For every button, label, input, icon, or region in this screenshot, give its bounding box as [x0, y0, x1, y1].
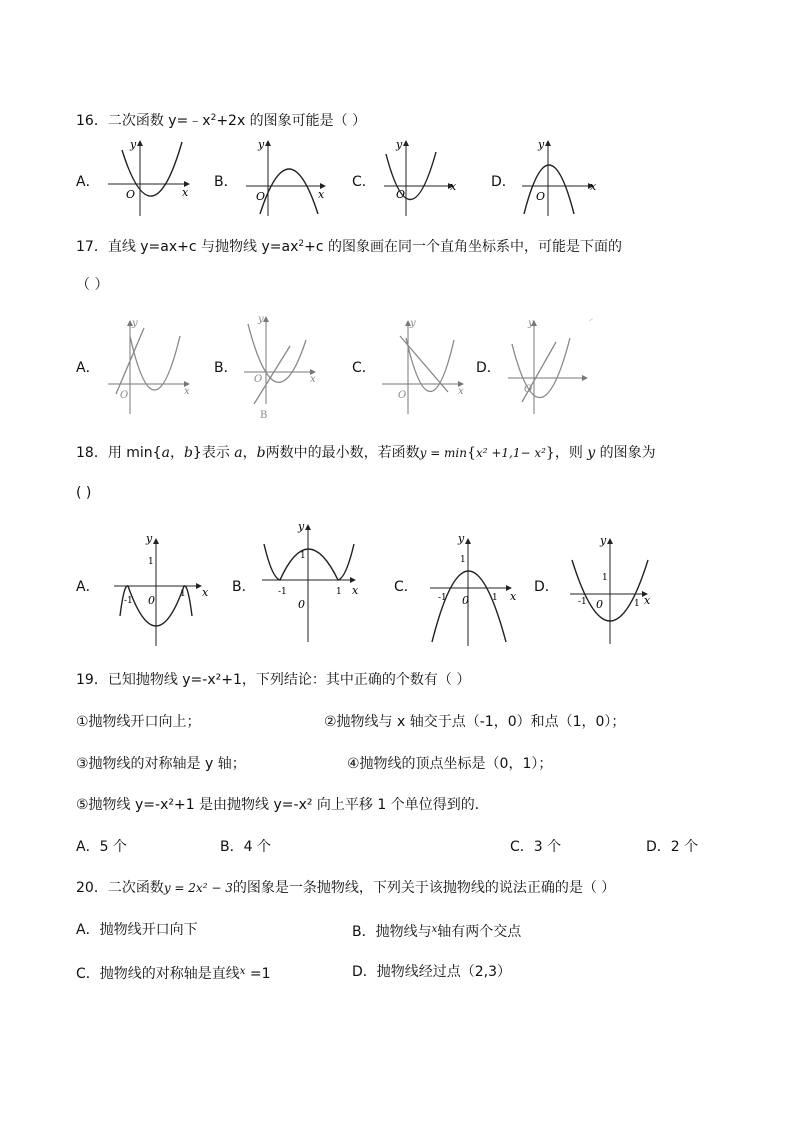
q17-a-y-label: y	[132, 318, 138, 329]
q16-option-b-label: B．	[214, 174, 238, 190]
q18-var-b: b	[183, 445, 193, 461]
q16-b-x-label: x	[318, 188, 325, 201]
q16-stem	[76, 108, 366, 131]
q17-stem-line1	[76, 234, 622, 257]
q16-a-y-label: y	[130, 138, 137, 151]
q18-graph-d	[566, 532, 662, 646]
q18-b-origin: 0	[298, 598, 305, 611]
q18-d-x-label: x	[644, 594, 651, 607]
q16-option-c-label: C．	[352, 174, 376, 190]
q18-graph-b	[258, 518, 364, 644]
q18-option-b-label: B．	[232, 579, 256, 595]
q18-a-x-label: x	[202, 586, 209, 599]
q18-a-y-label: y	[146, 532, 153, 545]
q18-option-a-label: A．	[76, 579, 100, 595]
q16-a-origin: O	[126, 188, 136, 201]
q16-stem-text: 16．二次函数 y=﹣x	[76, 113, 211, 129]
q17-exponent: 2	[298, 239, 305, 249]
q16-b-origin: O	[256, 190, 266, 203]
q17-graph-c	[378, 314, 472, 418]
q17-a-x-label: x	[184, 386, 190, 397]
svg-text:1: 1	[180, 589, 186, 599]
q17-c-x-label: x	[458, 386, 464, 397]
q17-c-origin: O	[398, 390, 407, 401]
q19-conclusion-3: ③抛物线的对称轴是 y 轴；	[76, 756, 246, 772]
svg-text:1: 1	[492, 593, 498, 603]
q16-c-y-label: y	[396, 138, 403, 151]
q17-b-caption: B	[260, 410, 268, 421]
q16-d-x-label: x	[590, 180, 597, 193]
q18-option-d-label: D．	[534, 579, 559, 595]
q16-c-x-label: x	[450, 180, 457, 193]
q19-conclusion-1: ①抛物线开口向上；	[76, 714, 201, 730]
q18-b-x-label: x	[352, 584, 359, 597]
q16-graph-c	[380, 136, 472, 218]
q16-b-y-label: y	[258, 138, 265, 151]
q16-graph-a	[104, 136, 196, 218]
q18-a-origin: 0	[148, 594, 155, 607]
q18-c-origin: 0	[462, 594, 469, 607]
q17-d-origin: O	[524, 384, 533, 395]
svg-text:1: 1	[336, 587, 342, 597]
q18-graph-a	[110, 530, 214, 648]
svg-text:-1: -1	[438, 593, 447, 603]
q16-a-x-label: x	[182, 186, 189, 199]
q17-graph-a	[104, 314, 200, 418]
q19-option-a: A．5 个	[76, 839, 127, 855]
q18-d-y-label: y	[600, 534, 607, 547]
q17-b-y-label: y	[258, 314, 264, 325]
q18-var-y: y	[587, 445, 596, 461]
svg-text:-1: -1	[278, 587, 287, 597]
q20-option-d: D．抛物线经过点（2,3）	[352, 964, 512, 980]
q17-d-y-label: y	[528, 318, 534, 329]
q17-option-d-label: D．	[476, 360, 501, 376]
q20-option-a: A．抛物线开口向下	[76, 922, 198, 938]
q18-stem-line2: ( )	[76, 485, 92, 501]
svg-text:-1: -1	[124, 596, 133, 606]
q20-stem	[76, 878, 615, 898]
svg-text:1: 1	[300, 551, 306, 561]
q17-option-a-label: A．	[76, 360, 100, 376]
q16-exponent: 2	[210, 113, 217, 123]
q17-option-c-label: C．	[352, 360, 376, 376]
q20-option-b: B．抛物线与$^x$轴有两个交点	[352, 924, 522, 940]
q19-option-c: C．3 个	[510, 839, 562, 855]
svg-text:1: 1	[602, 573, 608, 583]
q19-conclusion-5: ⑤抛物线 y=-x²+1 是由抛物线 y=-x² 向上平移 1 个单位得到的．	[76, 797, 489, 813]
q16-option-d-label: D．	[491, 174, 516, 190]
q18-b-y-label: y	[298, 520, 305, 533]
svg-text:-1: -1	[578, 597, 587, 607]
q18-var-a: a	[161, 445, 170, 461]
svg-text:⸍: ⸍	[588, 317, 592, 326]
q18-c-y-label: y	[458, 532, 465, 545]
q17-b-x-label: x	[310, 374, 316, 385]
svg-text:1: 1	[634, 599, 640, 609]
q16-d-origin: O	[536, 190, 546, 203]
q16-stem-text-2: +2x 的图象可能是（ ）	[216, 113, 367, 129]
q20-stem-text-2: 的图象是一条抛物线，下列关于该抛物线的说法正确的是（ ）	[232, 880, 616, 896]
q20-option-c: C．抛物线的对称轴是直线$^x$ =1	[76, 966, 271, 982]
q19-stem: 19．已知抛物线 y=-x²+1，下列结论：其中正确的个数有（ ）	[76, 672, 471, 688]
q17-b-origin: O	[254, 374, 263, 385]
q16-graph-b	[242, 136, 334, 218]
q16-d-y-label: y	[538, 138, 545, 151]
q17-graph-b	[240, 310, 330, 422]
q17-stem-text: 17．直线 y=ax+c 与抛物线 y=ax	[76, 239, 299, 255]
q18-formula: y = min{x² +1,1− x²}	[419, 445, 555, 461]
q17-graph-d	[504, 314, 600, 418]
q20-stem-text: 20．二次函数	[76, 880, 164, 896]
q16-graph-d	[518, 136, 610, 218]
q16-option-a-label: A．	[76, 174, 100, 190]
q18-graph-c	[426, 530, 520, 648]
q19-conclusion-2: ②抛物线与 x 轴交于点（-1，0）和点（1，0）；	[324, 714, 626, 730]
q20-formula: y = 2x² − 3	[163, 881, 233, 895]
q19-option-d: D．2 个	[646, 839, 699, 855]
q18-d-origin: 0	[596, 598, 603, 611]
q17-a-origin: O	[120, 390, 129, 401]
q18-c-x-label: x	[510, 590, 517, 603]
q18-option-c-label: C．	[394, 579, 418, 595]
q17-stem-text-2: +c 的图象画在同一个直角坐标系中，可能是下面的	[304, 239, 622, 255]
svg-text:1: 1	[460, 555, 466, 565]
q18-stem-text: 18．用 min{	[76, 445, 162, 461]
q17-c-y-label: y	[410, 318, 416, 329]
q17-stem-line2: （ ）	[76, 277, 109, 293]
q16-c-origin: O	[396, 188, 406, 201]
svg-text:1: 1	[148, 557, 154, 567]
q17-option-b-label: B．	[214, 360, 238, 376]
q18-stem-line1: 18．用 min{a，b}表示 a，b两数中的最小数，若函数y = min{x² +1,1− x²}，则 y 的图象为	[76, 445, 656, 461]
q19-conclusion-4: ④抛物线的顶点坐标是（0，1）；	[347, 756, 553, 772]
q19-option-b: B．4 个	[220, 839, 271, 855]
